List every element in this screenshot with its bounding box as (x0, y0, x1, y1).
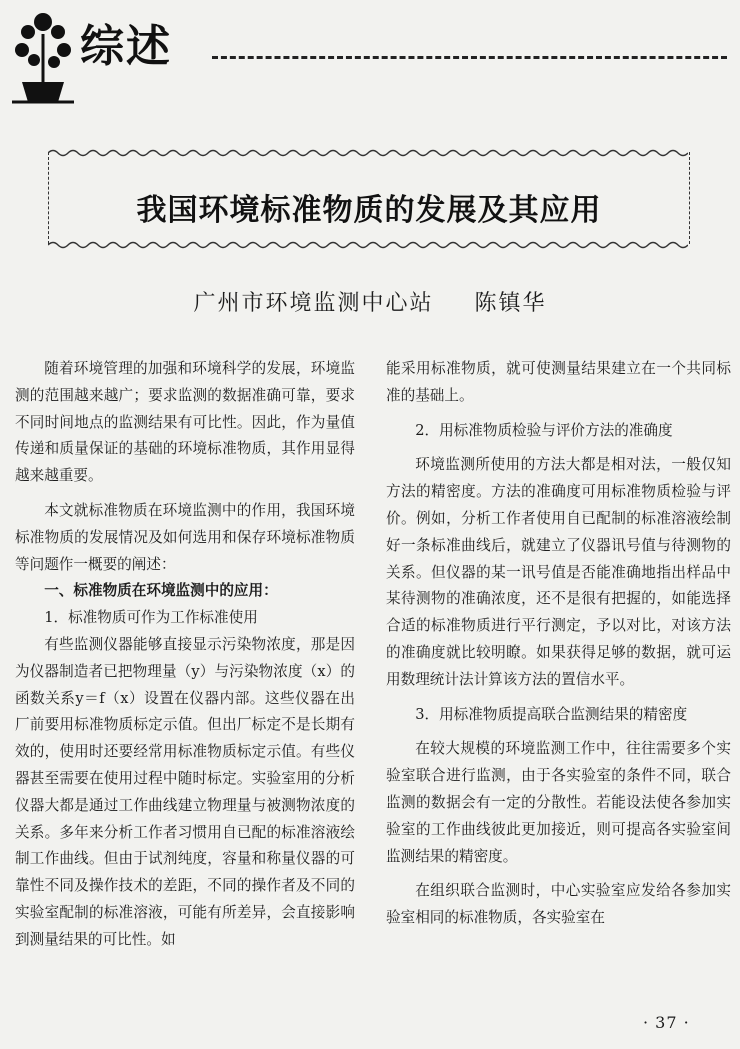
subheading-2: 2．用标准物质检验与评价方法的准确度 (415, 421, 673, 439)
paragraph-central-lab: 在组织联合监测时，中心实验室应发给各参加实验室相同的标准物质，各实验室在 (386, 882, 731, 927)
paragraph-working-standard: 有些监测仪器能够直接显示污染物浓度，那是因为仪器制造者已把物理量（y）与污染物浓度（x）的函数关系y＝f（x）设置在仪器内部。这些仪器在出厂前要用标准物质标定示值。但出厂标定不是长期有效的，使用时还要经常用标准物质标定示值。有些仪器甚至需要在使用过程中随时标定。实验室用的分析仪器大都是通过工作曲线建立物理量与被测物浓度的关系。多年来分析工作者习惯用自已配的标准溶液绘制工作曲线。但由于试剂纯度，容量和称量仪器的可靠性不同及操作技术的差距，不同的操作者及不同的实验室配制的标准溶液，可能有所差异，会直接影响到测量结果的可比性。如 (15, 635, 355, 948)
author: 陈镇华 (474, 291, 547, 316)
header-rule (212, 56, 727, 61)
right-column (386, 356, 731, 932)
left-column (15, 356, 355, 954)
paragraph-joint-monitoring: 在较大规模的环境监测工作中，往往需要多个实验室联合进行监测，由于各实验室的条件不同，联合监测的数据会有一定的分散性。若能设法使各参加实验室的工作曲线彼此更加接近，则可提高各实验室间监测结果的精密度。 (386, 740, 731, 865)
paragraph-intro: 随着环境管理的加强和环境科学的发展，环境监测的范围越来越广；要求监测的数据准确可靠，要求不同时间地点的监测结果有可比性。因此，作为量值传递和质量保证的基础的环境标准物质，其作用显得越来越重要。 (15, 360, 355, 485)
section-heading-1: 一、标准物质在环境监测中的应用： (44, 582, 278, 600)
affiliation: 广州市环境监测中心站 (193, 291, 434, 316)
paragraph-continued: 能采用标准物质，就可使测量结果建立在一个共同标准的基础上。 (386, 360, 731, 404)
section-label: 综述 (80, 21, 172, 72)
subheading-3: 3．用标准物质提高联合监测结果的精密度 (415, 705, 688, 723)
header-logo (8, 4, 193, 104)
page-number: · 37 · (643, 1013, 690, 1032)
potted-plant-icon (8, 4, 78, 104)
paragraph-accuracy: 环境监测所使用的方法大都是相对法，一般仅知方法的精密度。方法的准确度可用标准物质检验与评价。例如，分析工作者使用自已配制的标准溶液绘制好一条标准曲线后，就建立了仪器讯号值与待测物的关系。但仪器的某一讯号值是否能准确地指出样品中某待测物的准确浓度，还不是很有把握的，如能选择合适的标准物质进行平行测定，予以对比，对该方法的准确度就比较明瞭。如果获得足够的数据，就可运用数理统计法计算该方法的置信水平。 (386, 456, 731, 688)
subheading-1: 1．标准物质可作为工作标准使用 (44, 609, 258, 627)
title-border-bottom (48, 240, 688, 250)
byline (0, 286, 740, 317)
title-box (48, 152, 690, 244)
paragraph-scope: 本文就标准物质在环境监测中的作用，我国环境标准物质的发展情况及如何选用和保存环境标准物质等问题作一概要的阐述： (15, 501, 355, 573)
article-title: 我国环境标准物质的发展及其应用 (136, 193, 602, 228)
